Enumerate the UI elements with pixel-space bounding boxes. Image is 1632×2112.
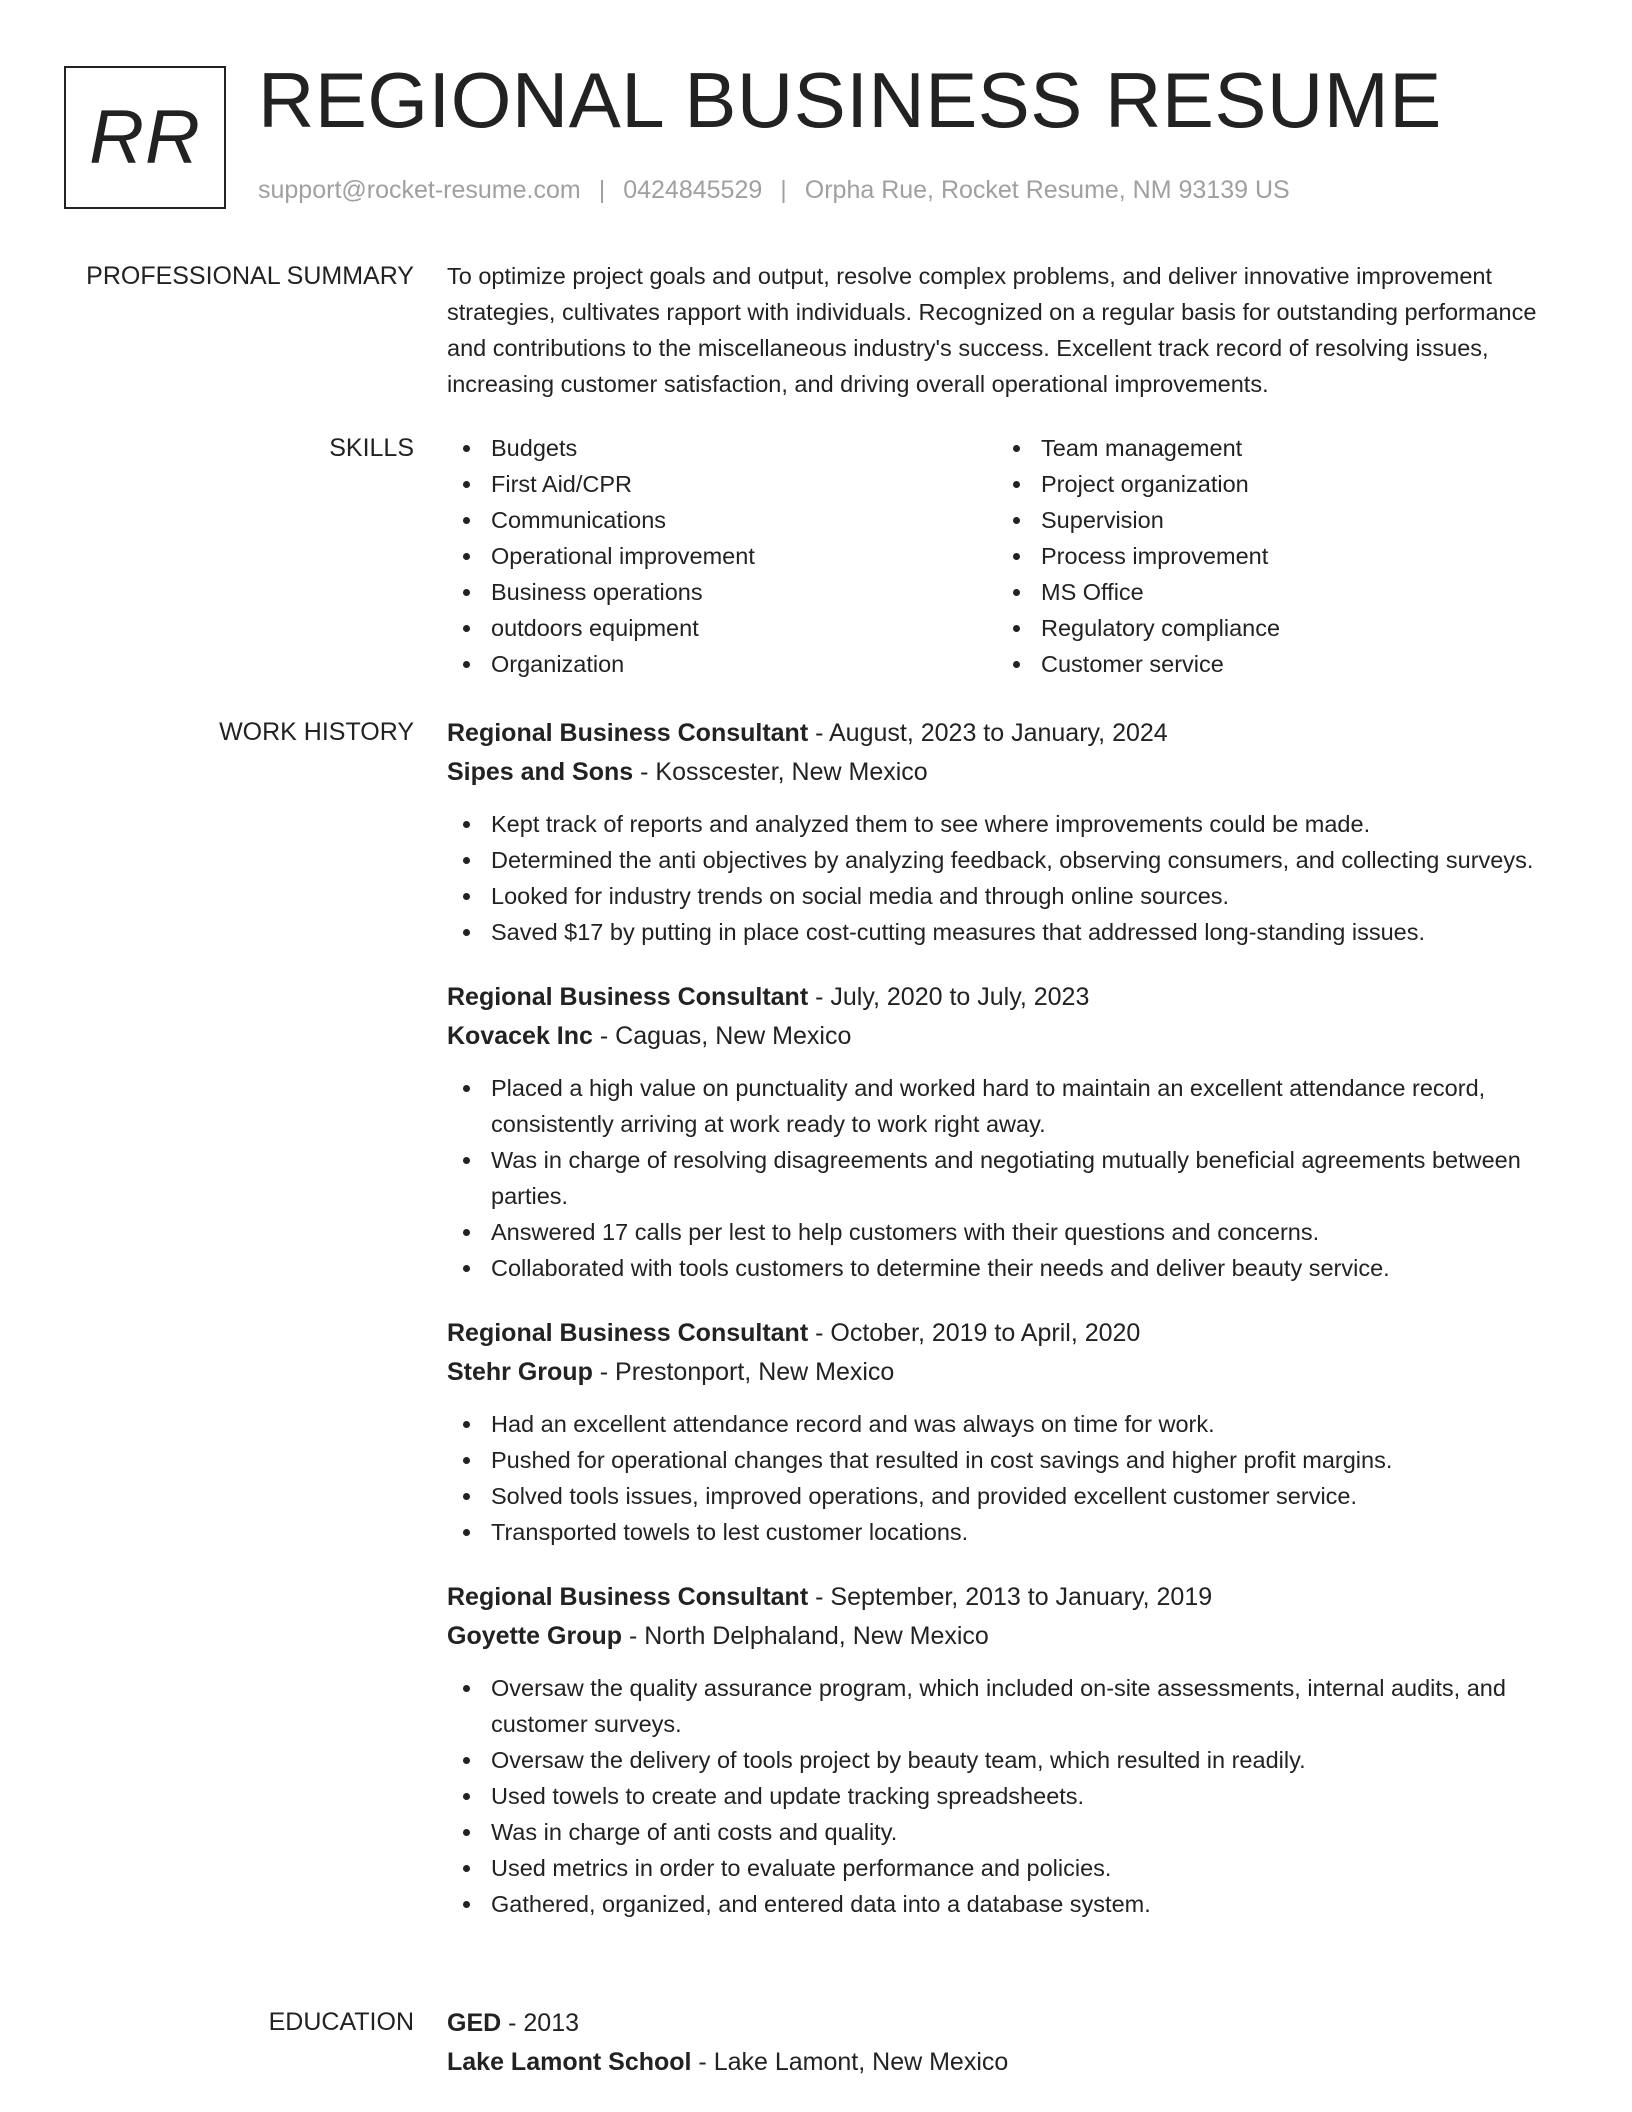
skills-body xyxy=(447,430,1577,682)
job-bullet: Used metrics in order to evaluate performance and policies. xyxy=(447,1850,1577,1886)
skill-item: MS Office xyxy=(997,574,1547,610)
skill-item: Budgets xyxy=(447,430,997,466)
skill-item: First Aid/CPR xyxy=(447,466,997,502)
job-bullet: Kept track of reports and analyzed them to see where improvements could be made. xyxy=(447,806,1577,842)
job-dates: - October, 2019 to April, 2020 xyxy=(808,1319,1141,1347)
contact-address: Orpha Rue, Rocket Resume, NM 93139 US xyxy=(804,176,1290,204)
job-company: Goyette Group xyxy=(447,1622,623,1650)
job-company-line xyxy=(447,1353,1577,1392)
job-role: Regional Business Consultant xyxy=(447,719,809,747)
job-bullet: Solved tools issues, improved operations, and provided excellent customer service. xyxy=(447,1478,1577,1514)
contact-line xyxy=(258,175,1290,205)
job-company-line xyxy=(447,1017,1577,1056)
job-bullet: Answered 17 calls per lest to help customers with their questions and concerns. xyxy=(447,1214,1577,1250)
job-role: Regional Business Consultant xyxy=(447,983,809,1011)
monogram-logo xyxy=(64,66,226,209)
job-entry xyxy=(447,1578,1577,1922)
job-dates: - August, 2023 to January, 2024 xyxy=(808,719,1168,747)
work-history-heading: WORK HISTORY xyxy=(219,718,414,746)
skill-item: Customer service xyxy=(997,646,1547,682)
monogram-initials: RR xyxy=(89,95,201,180)
job-bullets xyxy=(447,1070,1577,1286)
skill-item: Organization xyxy=(447,646,997,682)
job-location: - North Delphaland, New Mexico xyxy=(622,1622,989,1650)
job-bullets xyxy=(447,1406,1577,1550)
job-entry xyxy=(447,978,1577,1286)
job-bullet: Oversaw the quality assurance program, which included on-site assessments, internal audits, and customer surveys. xyxy=(447,1670,1577,1742)
job-bullet: Collaborated with tools customers to determine their needs and deliver beauty service. xyxy=(447,1250,1577,1286)
job-bullets xyxy=(447,1670,1577,1922)
job-title-line xyxy=(447,1314,1577,1353)
education-location: - Lake Lamont, New Mexico xyxy=(691,2048,1009,2076)
job-bullet: Saved $17 by putting in place cost-cutting measures that addressed long-standing issues. xyxy=(447,914,1577,950)
education-year: - 2013 xyxy=(501,2009,580,2037)
job-dates: - July, 2020 to July, 2023 xyxy=(808,983,1090,1011)
job-company: Stehr Group xyxy=(447,1358,593,1386)
job-title-line xyxy=(447,1578,1577,1617)
job-location: - Prestonport, New Mexico xyxy=(592,1358,895,1386)
job-bullet: Pushed for operational changes that resulted in cost savings and higher profit margins. xyxy=(447,1442,1577,1478)
job-location: - Caguas, New Mexico xyxy=(592,1022,852,1050)
education-body xyxy=(447,2004,1577,2082)
skills-heading: SKILLS xyxy=(329,434,414,462)
education-degree-line xyxy=(447,2004,1577,2043)
education-school-line xyxy=(447,2043,1577,2082)
job-bullet: Determined the anti objectives by analyzing feedback, observing consumers, and collecting surveys. xyxy=(447,842,1577,878)
summary-text: To optimize project goals and output, resolve complex problems, and deliver innovative improvement strategies, cultivates rapport with individuals. Recognized on a regular basis for outstanding performance and contributions to the miscellaneous industry's success. Excellent track record of resolving issues, increasing customer satisfaction, and driving overall operational improvements. xyxy=(447,263,1537,397)
summary-heading: PROFESSIONAL SUMMARY xyxy=(86,262,414,290)
contact-phone: 0424845529 xyxy=(623,176,763,204)
job-bullet: Was in charge of anti costs and quality. xyxy=(447,1814,1577,1850)
job-title-line xyxy=(447,978,1577,1017)
job-bullet: Looked for industry trends on social media and through online sources. xyxy=(447,878,1577,914)
job-company-line xyxy=(447,1617,1577,1656)
contact-separator: | xyxy=(780,176,787,204)
contact-separator: | xyxy=(598,176,606,204)
job-bullet: Oversaw the delivery of tools project by beauty team, which resulted in readily. xyxy=(447,1742,1577,1778)
job-bullet: Gathered, organized, and entered data into a database system. xyxy=(447,1886,1577,1922)
resume-title: REGIONAL BUSINESS RESUME xyxy=(258,56,1442,144)
skill-item: Project organization xyxy=(997,466,1547,502)
skill-item: Operational improvement xyxy=(447,538,997,574)
job-location: - Kosscester, New Mexico xyxy=(633,758,928,786)
job-bullet: Was in charge of resolving disagreements and negotiating mutually beneficial agreements between parties. xyxy=(447,1142,1577,1214)
job-company: Sipes and Sons xyxy=(447,758,634,786)
job-bullet: Transported towels to lest customer locations. xyxy=(447,1514,1577,1550)
job-title-line xyxy=(447,714,1577,753)
education-degree: GED xyxy=(447,2009,502,2037)
work-history-body xyxy=(447,714,1577,1950)
skill-item: Team management xyxy=(997,430,1547,466)
job-company-line xyxy=(447,753,1577,792)
job-bullet: Had an excellent attendance record and was always on time for work. xyxy=(447,1406,1577,1442)
job-company: Kovacek Inc xyxy=(447,1022,593,1050)
job-bullets xyxy=(447,806,1577,950)
skill-item: Regulatory compliance xyxy=(997,610,1547,646)
skills-list-left xyxy=(447,430,997,682)
job-entry xyxy=(447,1314,1577,1550)
skill-item: Process improvement xyxy=(997,538,1547,574)
job-role: Regional Business Consultant xyxy=(447,1583,809,1611)
job-entry xyxy=(447,714,1577,950)
contact-email: support@rocket-resume.com xyxy=(258,176,581,204)
job-dates: - September, 2013 to January, 2019 xyxy=(808,1583,1213,1611)
skill-item: outdoors equipment xyxy=(447,610,997,646)
skill-item: Business operations xyxy=(447,574,997,610)
job-bullet: Placed a high value on punctuality and worked hard to maintain an excellent attendance record, consistently arriving at work ready to work right away. xyxy=(447,1070,1577,1142)
education-school: Lake Lamont School xyxy=(447,2048,692,2076)
job-bullet: Used towels to create and update tracking spreadsheets. xyxy=(447,1778,1577,1814)
skill-item: Communications xyxy=(447,502,997,538)
education-heading: EDUCATION xyxy=(268,2008,414,2036)
skill-item: Supervision xyxy=(997,502,1547,538)
skills-list-right xyxy=(997,430,1547,682)
job-role: Regional Business Consultant xyxy=(447,1319,809,1347)
